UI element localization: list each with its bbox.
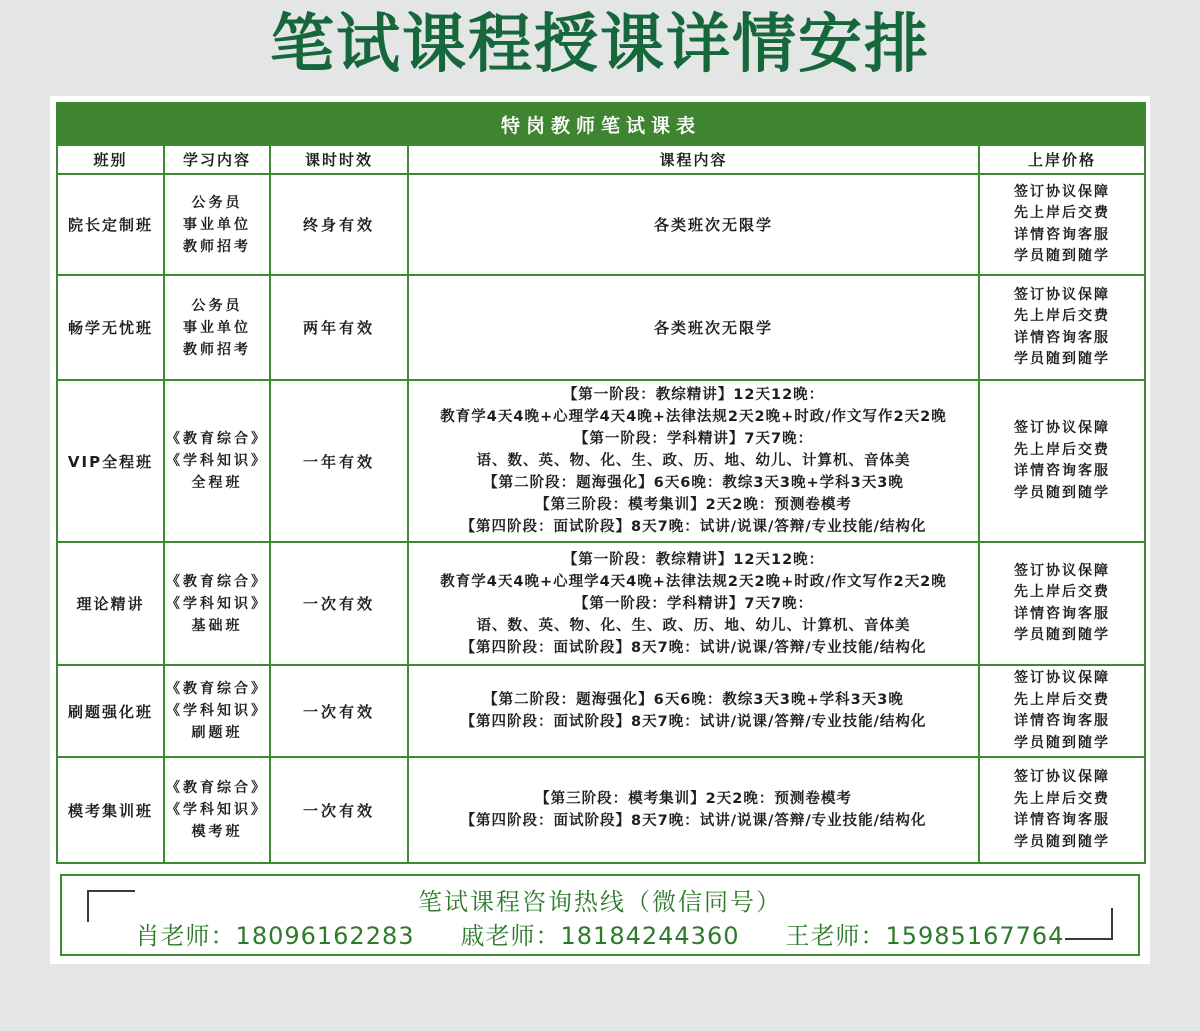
price-line: 签订协议保障	[1014, 562, 1111, 579]
course-line: 【第四阶段：面试阶段】8天7晚：试讲/说课/答辩/专业技能/结构化	[460, 639, 927, 656]
course-line: 【第二阶段：题海强化】6天6晚：教综3天3晚+学科3天3晚	[483, 692, 904, 708]
price-line: 签订协议保障	[1014, 769, 1111, 785]
price-line: 学员随到随学	[1014, 484, 1111, 501]
course-line: 【第一阶段：教综精讲】12天12晚：	[562, 551, 825, 568]
validity: 一年有效	[270, 380, 408, 542]
course-line: 【第四阶段：面试阶段】8天7晚：试讲/说课/答辩/专业技能/结构化	[460, 813, 927, 829]
price-info	[979, 275, 1145, 380]
class-name: 理论精讲	[57, 542, 164, 665]
contact-xiao: 肖老师：18096162283	[135, 922, 415, 950]
class-name: 院长定制班	[57, 174, 164, 275]
study-content	[164, 174, 270, 275]
study-content	[164, 380, 270, 542]
study-line: 教师招考	[183, 341, 251, 358]
study-content	[164, 665, 270, 757]
table-banner: 特岗教师笔试课表	[57, 103, 1145, 145]
table-row	[57, 665, 1145, 757]
class-name: 刷题强化班	[57, 665, 164, 757]
header-study: 学习内容	[164, 145, 270, 174]
hotline-title: 笔试课程咨询热线（微信同号）	[418, 888, 782, 916]
hotline-box	[60, 874, 1140, 956]
course-content	[408, 380, 979, 542]
class-name: 模考集训班	[57, 757, 164, 863]
price-line: 学员随到随学	[1014, 351, 1111, 367]
price-line: 先上岸后交费	[1014, 790, 1111, 807]
course-line: 【第一阶段：学科精讲】7天7晚：	[573, 431, 814, 447]
contact-wang: 王老师：15985167764	[785, 922, 1065, 950]
study-line: 基础班	[191, 617, 243, 634]
price-line: 详情咨询客服	[1014, 713, 1111, 729]
study-content	[164, 542, 270, 665]
schedule-table	[56, 102, 1146, 864]
course-content	[408, 542, 979, 665]
price-line: 详情咨询客服	[1014, 812, 1111, 828]
validity: 一次有效	[270, 542, 408, 665]
header-price: 上岸价格	[979, 145, 1145, 174]
course-content	[408, 275, 979, 380]
course-line: 【第一阶段：教综精讲】12天12晚：	[562, 387, 825, 403]
course-line: 教育学4天4晚+心理学4天4晚+法律法规2天2晚+时政/作文写作2天2晚	[440, 409, 947, 425]
class-name: VIP全程班	[57, 380, 164, 542]
table-row	[57, 174, 1145, 275]
class-name: 畅学无忧班	[57, 275, 164, 380]
contact-qi: 戚老师：18184244360	[460, 922, 740, 950]
study-content	[164, 275, 270, 380]
price-info	[979, 665, 1145, 757]
course-line: 【第一阶段：学科精讲】7天7晚：	[573, 595, 814, 612]
price-info	[979, 174, 1145, 275]
study-line: 公务员	[191, 297, 243, 314]
course-content	[408, 174, 979, 275]
header-validity: 课时时效	[270, 145, 408, 174]
price-line: 签订协议保障	[1014, 286, 1111, 303]
validity: 终身有效	[270, 174, 408, 275]
course-line: 各类班次无限学	[653, 216, 773, 234]
contact-list	[62, 916, 1138, 951]
table-row	[57, 380, 1145, 542]
header-class: 班别	[57, 145, 164, 174]
study-line: 事业单位	[183, 319, 251, 336]
price-info	[979, 757, 1145, 863]
price-line: 详情咨询客服	[1014, 605, 1111, 622]
price-line: 签订协议保障	[1014, 420, 1111, 436]
price-line: 学员随到随学	[1014, 248, 1111, 264]
study-line: 全程班	[191, 475, 243, 491]
table-row	[57, 542, 1145, 665]
table-header-row	[57, 145, 1145, 174]
price-line: 先上岸后交费	[1014, 205, 1111, 221]
price-line: 签订协议保障	[1014, 670, 1111, 686]
price-info	[979, 542, 1145, 665]
course-content	[408, 757, 979, 863]
price-line: 学员随到随学	[1014, 833, 1111, 850]
course-line: 【第三阶段：模考集训】2天2晚：预测卷模考	[535, 497, 852, 513]
study-line: 公务员	[191, 194, 243, 211]
price-line: 详情咨询客服	[1014, 463, 1111, 479]
course-line: 【第二阶段：题海强化】6天6晚：教综3天3晚+学科3天3晚	[483, 475, 904, 491]
price-line: 先上岸后交费	[1014, 584, 1111, 600]
course-line: 【第四阶段：面试阶段】8天7晚：试讲/说课/答辩/专业技能/结构化	[460, 519, 927, 535]
study-line: 模考班	[191, 824, 243, 840]
price-line: 先上岸后交费	[1014, 441, 1111, 458]
price-line: 先上岸后交费	[1014, 308, 1111, 324]
price-line: 先上岸后交费	[1014, 691, 1111, 708]
study-line: 教师招考	[183, 238, 251, 255]
validity: 两年有效	[270, 275, 408, 380]
table-row	[57, 275, 1145, 380]
price-line: 学员随到随学	[1014, 627, 1111, 643]
course-line: 语、数、英、物、化、生、政、历、地、幼儿、计算机、音体美	[476, 453, 911, 469]
study-line: 《学科知识》	[166, 453, 268, 469]
price-info	[979, 380, 1145, 542]
validity: 一次有效	[270, 665, 408, 757]
study-content	[164, 757, 270, 863]
study-line: 事业单位	[183, 216, 251, 233]
price-line: 详情咨询客服	[1014, 329, 1111, 346]
study-line: 《学科知识》	[166, 595, 268, 612]
course-line: 语、数、英、物、化、生、政、历、地、幼儿、计算机、音体美	[476, 617, 911, 634]
course-line: 【第四阶段：面试阶段】8天7晚：试讲/说课/答辩/专业技能/结构化	[460, 714, 927, 730]
price-line: 学员随到随学	[1014, 734, 1111, 751]
validity: 一次有效	[270, 757, 408, 863]
study-line: 《教育综合》	[166, 681, 268, 697]
page-title: 笔试课程授课详情安排	[270, 8, 930, 82]
study-line: 《教育综合》	[166, 431, 268, 447]
study-line: 《学科知识》	[166, 802, 268, 818]
schedule-card	[50, 96, 1150, 964]
price-line: 详情咨询客服	[1014, 226, 1111, 243]
table-row	[57, 757, 1145, 863]
study-line: 《学科知识》	[166, 703, 268, 719]
course-line: 【第三阶段：模考集训】2天2晚：预测卷模考	[535, 791, 852, 807]
study-line: 刷题班	[191, 725, 243, 741]
course-line: 教育学4天4晚+心理学4天4晚+法律法规2天2晚+时政/作文写作2天2晚	[440, 573, 947, 590]
course-content	[408, 665, 979, 757]
study-line: 《教育综合》	[166, 780, 268, 796]
header-course: 课程内容	[408, 145, 979, 174]
course-line: 各类班次无限学	[653, 319, 773, 337]
price-line: 签订协议保障	[1014, 183, 1111, 200]
study-line: 《教育综合》	[166, 573, 268, 590]
